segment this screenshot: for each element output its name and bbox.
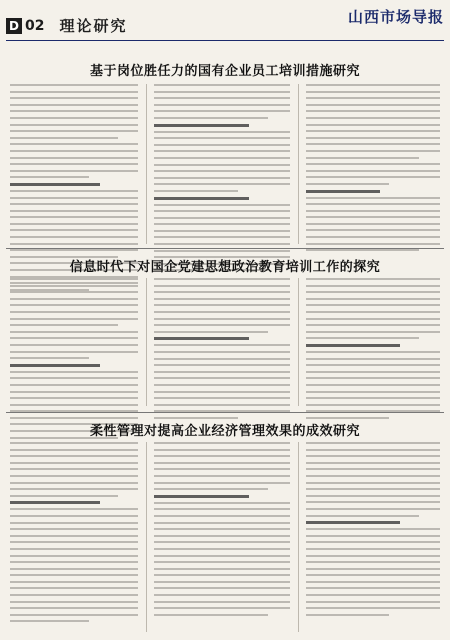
article-3-title: 柔性管理对提高企业经济管理效果的成效研究 [89,424,360,439]
article-1-column-3 [306,84,440,256]
article-2-column-3 [306,278,440,423]
section-marker [6,15,128,36]
page-number: 02 [25,17,45,34]
section-name: 理论研究 [59,17,128,35]
section-letter-badge: D [6,18,22,34]
article-1-title: 基于岗位胜任力的国有企业员工培训措施研究 [89,64,360,79]
article-3-column-3 [306,442,440,620]
article-2-column-1 [10,278,138,443]
article-2-title: 信息时代下对国企党建思想政治教育培训工作的探究 [69,260,381,275]
article-2-column-2 [154,278,290,423]
header-rule [6,40,444,41]
header-right [348,6,444,27]
article-3-column-1 [10,442,138,627]
article-3-column-2 [154,442,290,620]
newspaper-name: 山西市场导报 [347,8,444,26]
masthead [6,6,444,36]
